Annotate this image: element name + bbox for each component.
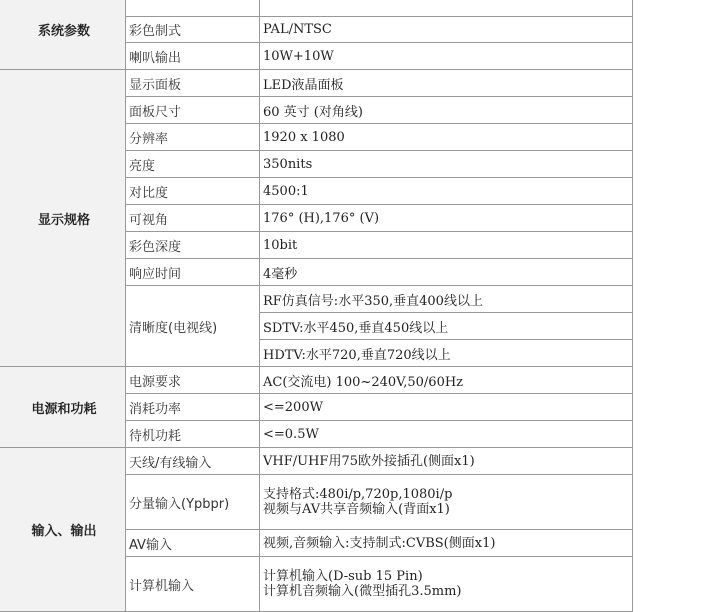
param-label: 清晰度(电视线) — [126, 286, 260, 367]
param-value: LED液晶面板 — [260, 70, 633, 97]
param-value: <=200W — [260, 394, 633, 421]
section-title-display: 显示规格 — [0, 70, 126, 367]
param-label: 面板尺寸 — [126, 97, 260, 124]
param-value — [260, 557, 633, 612]
param-value — [260, 448, 633, 475]
param-value: 4500:1 — [260, 178, 633, 205]
section-title-io: 输入、输出 — [0, 448, 126, 612]
param-label: 亮度 — [126, 151, 260, 178]
param-value — [260, 475, 633, 530]
table-row — [0, 367, 633, 394]
value-line: VHF/UHF用75欧外接插孔(侧面x1) — [263, 453, 475, 469]
param-value: 350nits — [260, 151, 633, 178]
param-value: 10W+10W — [260, 43, 633, 70]
param-value: 4毫秒 — [260, 259, 633, 286]
param-label: 彩色制式 — [126, 17, 260, 43]
param-value: PAL/NTSC — [260, 17, 633, 43]
param-value: AC(交流电) 100~240V,50/60Hz — [260, 367, 633, 394]
param-value: HDTV:水平720,垂直720线以上 — [260, 340, 633, 367]
param-value: RF仿真信号:水平350,垂直400线以上 — [260, 286, 633, 313]
param-label: AV输入 — [126, 530, 260, 557]
param-label: 待机功耗 — [126, 421, 260, 448]
param-label — [126, 0, 260, 17]
value-line: 视频,音频输入:支持制式:CVBS(侧面x1) — [263, 535, 496, 551]
param-label: 分辨率 — [126, 124, 260, 151]
param-value: SDTV:水平450,垂直450线以上 — [260, 313, 633, 340]
section-title-system: 系统参数 — [0, 0, 126, 70]
param-label: 显示面板 — [126, 70, 260, 97]
param-value: 1920 x 1080 — [260, 124, 633, 151]
value-line: 计算机输入(D-sub 15 Pin) — [263, 569, 423, 584]
section-title-power: 电源和功耗 — [0, 367, 126, 448]
table-row — [0, 448, 633, 475]
param-label: 对比度 — [126, 178, 260, 205]
table-row — [0, 70, 633, 97]
param-value: <=0.5W — [260, 421, 633, 448]
value-line: 支持格式:480i/p,720p,1080i/p — [263, 487, 453, 502]
param-value: 60 英寸 (对角线) — [260, 97, 633, 124]
param-label: 彩色深度 — [126, 232, 260, 259]
param-label: 电源要求 — [126, 367, 260, 394]
param-value: 176° (H),176° (V) — [260, 205, 633, 232]
param-value: 10bit — [260, 232, 633, 259]
param-label: 喇叭输出 — [126, 43, 260, 70]
param-label: 天线/有线输入 — [126, 448, 260, 475]
param-value — [260, 0, 633, 17]
param-label: 可视角 — [126, 205, 260, 232]
table-row — [0, 0, 633, 17]
value-line: 计算机音频输入(微型插孔3.5mm) — [263, 584, 462, 599]
param-label: 响应时间 — [126, 259, 260, 286]
param-label: 消耗功率 — [126, 394, 260, 421]
param-label: 分量输入(Ypbpr) — [126, 475, 260, 530]
param-label: 计算机输入 — [126, 557, 260, 612]
value-line: 视频与AV共享音频输入(背面x1) — [263, 502, 450, 517]
param-value — [260, 530, 633, 557]
